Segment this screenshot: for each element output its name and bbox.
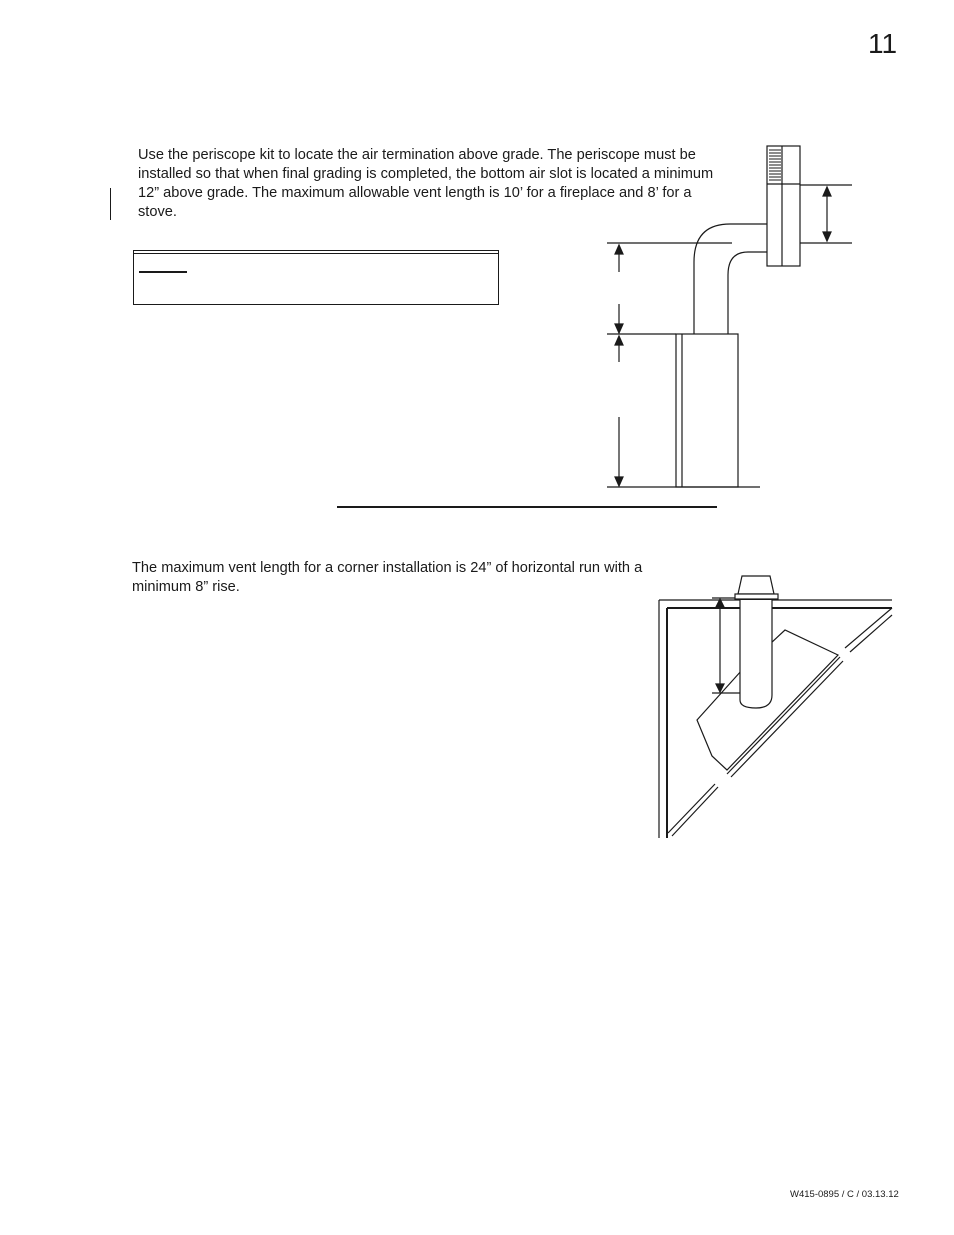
periscope-elbow xyxy=(694,224,732,334)
periscope-paragraph: Use the periscope kit to locate the air termination above grade. The periscope must be installed so that when final grading is completed, the bottom air slot is located a minimum 12” above grade. The maximum allowable vent length is 10’ for a fireplace and 8’ for a stove. xyxy=(138,147,714,220)
corner-diagram xyxy=(659,576,892,838)
corner-paragraph: The maximum vent length for a corner installation is 24” of horizontal run with a minimum 8” rise. xyxy=(132,560,643,595)
footer-document-code: W415-0895 / C / 03.13.12 xyxy=(790,1189,899,1200)
termination-cap xyxy=(767,146,800,266)
periscope-housing xyxy=(676,334,738,487)
page-number: 11 xyxy=(868,28,898,59)
corner-vent-pipe xyxy=(740,600,772,708)
corner-cap xyxy=(738,576,774,594)
